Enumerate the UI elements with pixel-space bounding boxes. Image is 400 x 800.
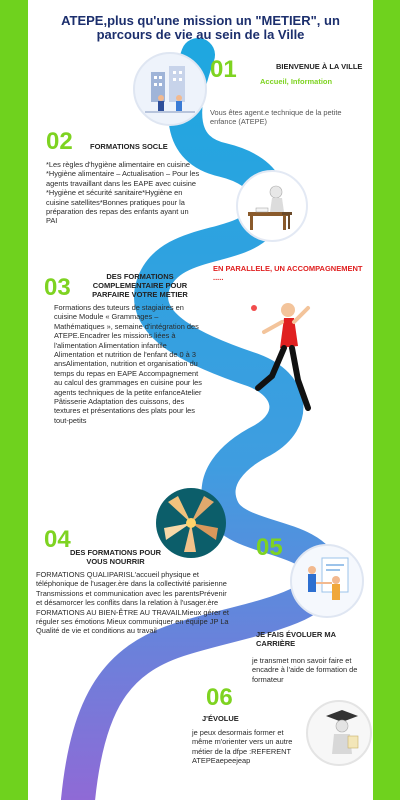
step-02-text: *Les règles d'hygiène alimentaire en cuisine *Hygiène alimentaire – Actualisation – Pour les agents travaillant dans les EAPE avec cuisine *Hygiène et sécurité sanitaire*Hygiène en cuisine satellites*Bonnes pratiques pour la préparation des repas des enfants ayant un PAI bbox=[46, 160, 200, 226]
step-03-number: 03 bbox=[44, 274, 71, 301]
infographic-page bbox=[28, 0, 373, 800]
graduate-icon bbox=[308, 702, 370, 764]
career-handshake-icon bbox=[292, 546, 362, 616]
step-01-number: 01 bbox=[210, 56, 237, 83]
step-01-text: Vous êtes agent.e technique de la petite enfance (ATEPE) bbox=[210, 108, 342, 127]
step-06-heading: J'ÉVOLUE bbox=[202, 714, 239, 723]
page-title: ATEPE,plus qu'une mission un "METIER", un parcours de vie au sein de la Ville bbox=[61, 13, 340, 42]
parallel-support-note: EN PARALLELE, UN ACCOMPAGNEMENT ..... bbox=[213, 264, 363, 282]
welcome-office-icon bbox=[135, 54, 205, 124]
study-illustration bbox=[236, 170, 308, 242]
runner-icon bbox=[236, 298, 316, 418]
step-06-number: 06 bbox=[206, 684, 233, 711]
career-illustration bbox=[290, 544, 364, 618]
step-02-heading: FORMATIONS SOCLE bbox=[90, 142, 168, 151]
step-04-heading: DES FORMATIONS POUR VOUS NOURRIR bbox=[69, 548, 162, 566]
step-01-heading: BIENVENUE À LA VILLE bbox=[276, 62, 363, 71]
step-05-text: je transmet mon savoir faire et encadre à l'aide de formation de formateur bbox=[252, 656, 358, 684]
step-04-number: 04 bbox=[44, 526, 71, 553]
step-05-number: 05 bbox=[256, 534, 283, 561]
step-01-subheading: Accueil, Information bbox=[260, 77, 333, 86]
graduate-illustration bbox=[306, 700, 372, 766]
welcome-illustration bbox=[133, 52, 207, 126]
step-05-heading: JE FAIS ÉVOLUER MA CARRIÈRE bbox=[256, 630, 336, 648]
step-03-heading: DES FORMATIONS COMPLEMENTAIRE POUR PARFAIRE VOTRE METIER bbox=[92, 272, 188, 299]
step-06-text: je peux desormais former et même m'orienter vers un autre métier de la dfpe :REFERENT ATEPEaepeejeap bbox=[192, 728, 293, 766]
step-04-text: FORMATIONS QUALIPARISL'accueil physique et téléphonique de l'usager.ère dans la collectivité parisienne Transmissions et communication avec les parentsPrévenir et désamorcer les conflits dans la relation à l'usager.ère FORMATIONS AU BIEN-ÊTRE AU TRAVAILMieux gérer et réguler ses émotions Mieux communiquer en équipe JP La Qualité de vie et conditions au travail bbox=[36, 570, 229, 636]
student-desk-icon bbox=[238, 172, 306, 240]
step-03-text: Formations des tuteurs de stagiaires en cuisine Module « Grammages – Mathématiques », semaine d'intégration des ATEPE.Encadrer les missions liées à l'alimentation Alimentation infantile Alimentation et nutrition de l'enfant de 0 à 3 ansAlimentation, nutrition et organisation du temps du repas en EAPE Accompagnement au calcul des grammages en cuisine pour les agents techniques de la petite enfanceAtelier Pâtisserie Adaptation des cuissons, des textures et présentations des plats pour les tout-petits bbox=[54, 303, 202, 425]
step-02-number: 02 bbox=[46, 128, 73, 155]
